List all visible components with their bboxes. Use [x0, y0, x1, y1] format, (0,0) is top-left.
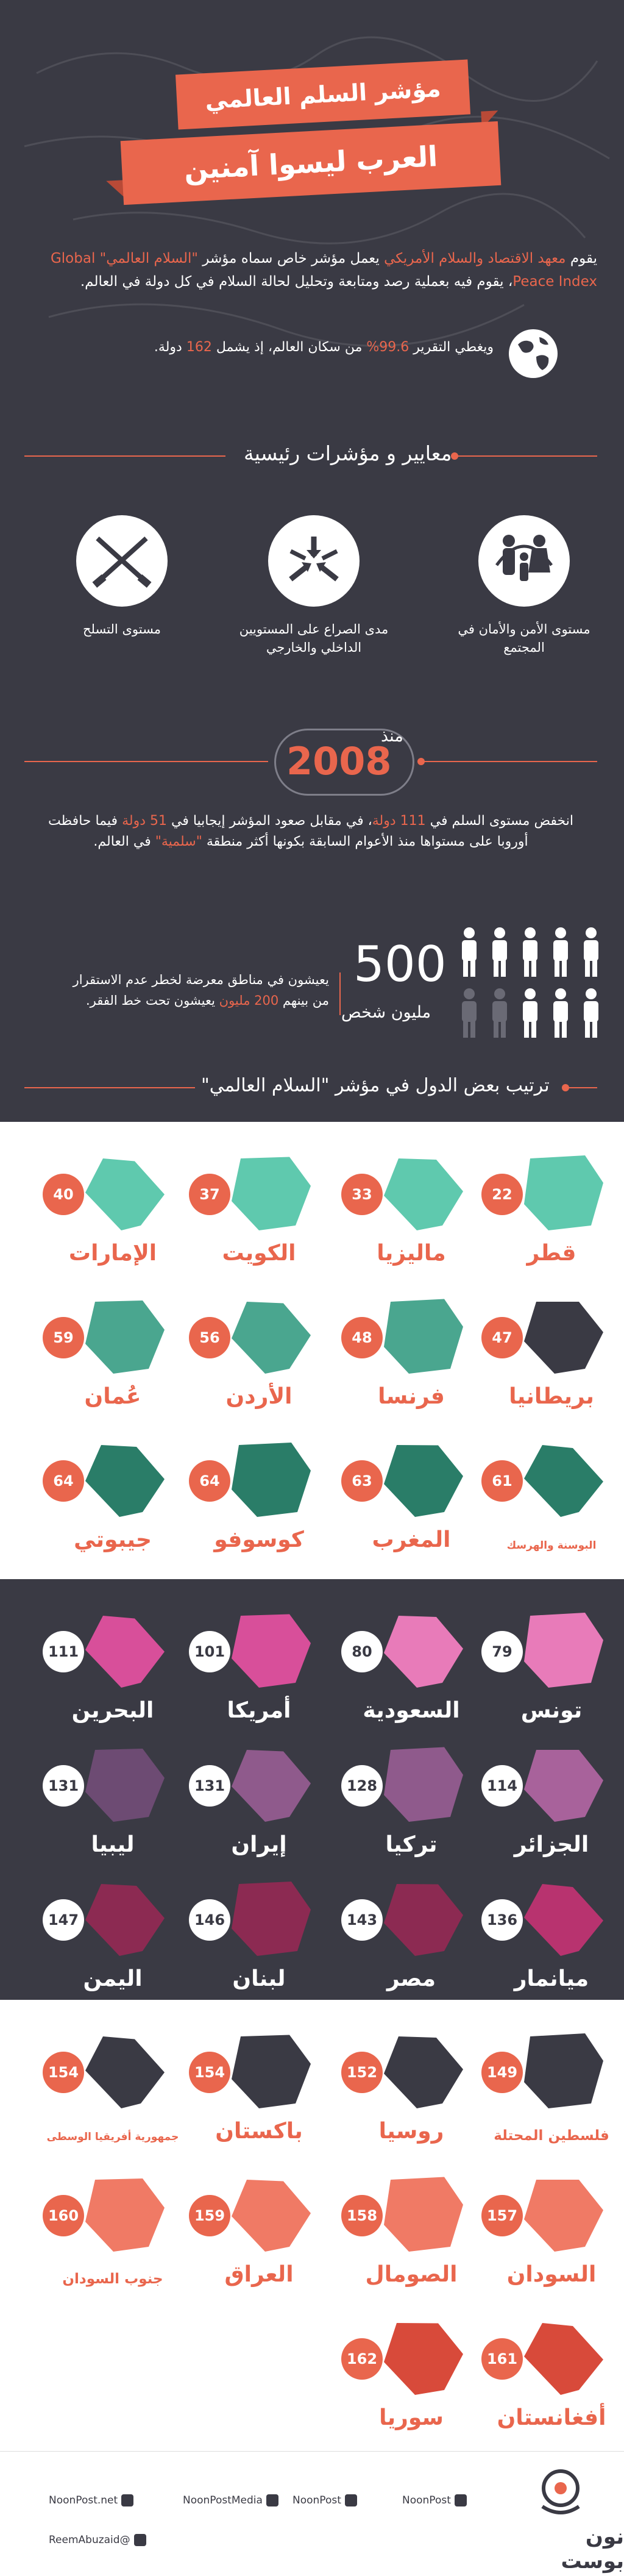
website-url: NoonPost.net: [49, 2494, 118, 2506]
country-card: [43, 1738, 183, 1866]
country-card: [481, 1738, 622, 1866]
country-card: [341, 2167, 481, 2296]
country-name: البوسنة والهرسك: [506, 1540, 597, 1552]
country-card: [189, 2167, 329, 2296]
country-map-shape: [372, 1872, 475, 1963]
rank-badge: 64: [189, 1460, 230, 1502]
country-name: السعودية: [363, 1698, 460, 1723]
since-line-left: [24, 761, 268, 762]
coverage-row: [24, 326, 597, 375]
country-map-shape: [512, 1146, 615, 1238]
since-text: انخفض مستوى السلم في: [425, 813, 573, 829]
country-name: بريطانيا: [509, 1384, 594, 1409]
rank-badge: 101: [189, 1631, 230, 1672]
criteria-card-security: [445, 515, 603, 657]
facebook-link[interactable]: [183, 2494, 278, 2506]
coverage-part: ويغطي التقرير: [409, 340, 494, 355]
rank-badge: 158: [341, 2195, 383, 2236]
rank-badge: 152: [341, 2052, 383, 2093]
country-name: جمهورية أفريقيا الوسطى: [46, 2131, 179, 2143]
since-year: 2008: [286, 739, 392, 783]
author-link[interactable]: [49, 2534, 146, 2546]
country-shape-path: [232, 1750, 311, 1822]
country-shape-path: [85, 1749, 165, 1822]
country-map-shape: [512, 2311, 615, 2402]
rank-badge: 63: [341, 1460, 383, 1502]
country-map-shape: [372, 2167, 475, 2259]
country-name: لبنان: [232, 1966, 286, 1991]
country-shape-path: [384, 2036, 463, 2108]
country-card: [341, 1738, 481, 1866]
country-card: [481, 1146, 622, 1274]
country-name: ميانمار: [514, 1966, 589, 1991]
title-ribbon-2: العرب ليسوا آمنين: [121, 121, 502, 205]
country-shape-path: [85, 1158, 165, 1230]
rank-badge: 131: [189, 1765, 230, 1807]
country-card: [341, 1604, 481, 1732]
criteria-icon-circle: [478, 515, 570, 607]
country-name: إيران: [231, 1832, 287, 1857]
country-map-shape: [372, 1604, 475, 1695]
person-icon: [548, 988, 573, 1039]
country-name: جنوب السودان: [62, 2271, 163, 2287]
since-highlight: 51 دولة: [122, 813, 167, 829]
country-name: البحرين: [71, 1698, 154, 1723]
people-divider: [339, 972, 341, 1015]
country-name: الكويت: [222, 1241, 296, 1266]
country-card: [189, 1604, 329, 1732]
country-map-shape: [512, 1872, 615, 1963]
coverage-highlight: 99.6%: [366, 340, 410, 355]
rank-badge: 114: [481, 1765, 523, 1807]
rank-badge: 136: [481, 1899, 523, 1941]
country-shape-path: [384, 1747, 463, 1822]
criteria-icon-circle: [76, 515, 168, 607]
country-map-shape: [372, 1146, 475, 1238]
country-card: [43, 1604, 183, 1732]
coverage-part: من سكان العالم، إذ يشمل: [211, 340, 367, 355]
country-card: [341, 1872, 481, 2000]
country-shape-path: [85, 2178, 165, 2252]
country-name: الإمارات: [68, 1241, 157, 1266]
country-card: [43, 2167, 183, 2296]
country-map-shape: [219, 1290, 323, 1381]
country-card: [43, 1290, 183, 1418]
country-card: [43, 2024, 183, 2152]
intro-text: ، يقوم فيه بعملية رصد ومتابعة وتحليل لحالة السلام في كل دولة في العالم.: [80, 274, 513, 290]
ranking-line-right: [567, 1087, 597, 1088]
country-name: ليبيا: [91, 1832, 135, 1857]
twitter-icon: [134, 2534, 146, 2546]
country-shape-path: [524, 1302, 603, 1374]
criteria-label: مستوى الأمن والأمان في المجتمع: [458, 622, 590, 655]
country-shape-path: [384, 2323, 463, 2395]
country-map-shape: [512, 1433, 615, 1524]
country-name: الصومال: [365, 2262, 458, 2287]
country-name: العراق: [224, 2262, 294, 2287]
intro-text: يعمل مؤشر خاص سماه مؤشر: [197, 251, 385, 266]
country-name: فلسطين المحتلة: [494, 2128, 609, 2144]
rank-badge: 64: [43, 1460, 84, 1502]
web-icon: [121, 2494, 133, 2506]
country-name: عُمان: [84, 1384, 141, 1409]
rank-badge: 149: [481, 2052, 523, 2093]
rank-badge: 47: [481, 1317, 523, 1358]
country-card: [189, 1738, 329, 1866]
country-shape-path: [85, 1445, 165, 1517]
rank-badge: 22: [481, 1174, 523, 1215]
rank-badge: 157: [481, 2195, 523, 2236]
criteria-line-left: [24, 455, 225, 457]
instagram-handle: NoonPost: [402, 2494, 451, 2506]
country-map-shape: [219, 1433, 323, 1524]
intro-highlight: معهد الاقتصاد والسلام الأمريكي: [384, 251, 566, 266]
people-icons-top: [454, 927, 606, 980]
instagram-link[interactable]: [402, 2494, 467, 2506]
people-unit: مليون شخص: [341, 1003, 431, 1022]
intro-highlight: "السلام العالمي" Global Peace Index: [50, 251, 597, 290]
country-card: [341, 2311, 481, 2439]
country-map-shape: [512, 1290, 615, 1381]
person-icon: [517, 927, 543, 978]
people-text-part: يعيشون في مناطق معرضة لخطر عدم الاستقرار: [73, 972, 329, 987]
country-shape-path: [232, 1443, 311, 1517]
people-text: [37, 969, 329, 1011]
country-card: [481, 1290, 622, 1418]
country-card: [43, 1146, 183, 1274]
person-icon: [456, 988, 482, 1039]
since-highlight: 111 دولة: [372, 813, 426, 829]
facebook-handle: NoonPostMedia: [183, 2494, 263, 2506]
criteria-icon-circle: [268, 515, 360, 607]
country-map-shape: [73, 2024, 177, 2116]
rank-badge: 154: [189, 2052, 230, 2093]
country-shape-path: [524, 1613, 603, 1688]
country-map-shape: [512, 1738, 615, 1829]
country-card: [189, 1290, 329, 1418]
country-shape-path: [524, 2323, 603, 2395]
country-name: الأردن: [225, 1384, 292, 1409]
country-name: الجزائر: [514, 1832, 589, 1857]
person-icon: [578, 927, 604, 978]
country-name: أمريكا: [227, 1698, 291, 1723]
country-map-shape: [219, 2167, 323, 2259]
ranking-section-peaceful: [0, 1122, 624, 1579]
country-card: [481, 1604, 622, 1732]
country-shape-path: [85, 1300, 165, 1374]
country-name: اليمن: [83, 1966, 143, 1991]
rank-badge: 111: [43, 1631, 84, 1672]
crossed-rifles-icon: [88, 527, 155, 594]
rank-badge: 146: [189, 1899, 230, 1941]
rank-badge: 59: [43, 1317, 84, 1358]
country-name: باكستان: [215, 2119, 303, 2144]
twitter-handle: NoonPost: [292, 2494, 341, 2506]
country-name: المغرب: [372, 1527, 451, 1552]
country-card: [189, 1146, 329, 1274]
country-shape-path: [85, 1884, 165, 1956]
country-map-shape: [512, 1604, 615, 1695]
rank-badge: 154: [43, 2052, 84, 2093]
intro-text: يقوم: [566, 251, 597, 266]
rank-badge: 160: [43, 2195, 84, 2236]
since-label: منذ: [381, 727, 403, 746]
coverage-highlight: 162: [186, 340, 212, 355]
criteria-card-arms: [43, 515, 201, 638]
country-map-shape: [73, 1146, 177, 1238]
criteria-line: [457, 455, 597, 457]
country-map-shape: [73, 1433, 177, 1524]
since-text: ، في مقابل صعود المؤشر إيجابيا في: [167, 813, 372, 829]
noonpost-logo-text: نون بوست: [561, 2525, 624, 2574]
country-map-shape: [219, 1604, 323, 1695]
country-shape-path: [524, 2180, 603, 2252]
country-card: [481, 2311, 622, 2439]
country-name: تركيا: [385, 1832, 438, 1857]
ranking-section-medium: [0, 1579, 624, 2000]
country-card: [43, 1433, 183, 1561]
rank-badge: 79: [481, 1631, 523, 1672]
country-card: [341, 1290, 481, 1418]
rank-badge: 37: [189, 1174, 230, 1215]
country-shape-path: [232, 2180, 311, 2252]
since-line-right: [420, 761, 597, 762]
rank-badge: 159: [189, 2195, 230, 2236]
person-icon: [487, 927, 512, 978]
country-card: [341, 2024, 481, 2152]
country-shape-path: [384, 1299, 463, 1374]
country-name: فرنسا: [378, 1384, 445, 1409]
person-icon: [548, 927, 573, 978]
country-card: [341, 1146, 481, 1274]
country-map-shape: [512, 2024, 615, 2116]
country-map-shape: [73, 1604, 177, 1695]
author-handle: @ReemAbuzaid: [49, 2534, 130, 2546]
ranking-line-left: [24, 1087, 195, 1088]
country-card: [481, 2167, 622, 2296]
criteria-title: معايير و مؤشرات رئيسية: [244, 441, 452, 465]
country-map-shape: [73, 1290, 177, 1381]
country-card: [481, 1872, 622, 2000]
country-name: أفغانستان: [497, 2405, 606, 2430]
intro-paragraph: [24, 247, 597, 293]
since-highlight: "سلمية": [155, 834, 202, 849]
country-shape-path: [384, 2177, 463, 2252]
country-card: [189, 1433, 329, 1561]
rank-badge: 40: [43, 1174, 84, 1215]
country-shape-path: [524, 1155, 603, 1230]
criteria-label: مستوى التسلح: [82, 622, 161, 637]
twitter-link[interactable]: [292, 2494, 357, 2506]
people-icons-bottom: [454, 988, 606, 1041]
country-name: روسيا: [378, 2119, 444, 2144]
noonpost-logo-icon: [524, 2464, 597, 2519]
country-map-shape: [73, 2167, 177, 2259]
rank-badge: 128: [341, 1765, 383, 1807]
country-name: مصر: [386, 1966, 436, 1991]
country-shape-path: [85, 1616, 165, 1688]
conflict-arrows-icon: [283, 530, 344, 591]
since-dot: [417, 758, 425, 765]
rank-badge: 161: [481, 2338, 523, 2380]
country-map-shape: [512, 2167, 615, 2259]
country-card: [481, 1433, 622, 1561]
country-map-shape: [219, 1146, 323, 1238]
country-card: [43, 1872, 183, 2000]
country-shape-path: [524, 1884, 603, 1956]
country-map-shape: [73, 1872, 177, 1963]
country-name: قطر: [526, 1241, 576, 1266]
title-ribbon-1: مؤشر السلم العالمي: [176, 60, 470, 130]
country-shape-path: [232, 1302, 311, 1374]
country-map-shape: [372, 2024, 475, 2116]
footer: [0, 2451, 624, 2576]
country-shape-path: [524, 1750, 603, 1822]
country-card: [189, 1872, 329, 2000]
country-name: جيبوتي: [74, 1527, 152, 1552]
people-highlight: 200 مليون: [219, 993, 279, 1008]
country-name: سوريا: [379, 2405, 444, 2430]
ranking-section-least-peaceful: [0, 2000, 624, 2451]
criteria-card-conflict: [235, 515, 393, 657]
country-map-shape: [372, 1433, 475, 1524]
person-icon: [578, 988, 604, 1039]
twitter-icon: [345, 2494, 357, 2506]
country-map-shape: [219, 2024, 323, 2116]
country-shape-path: [524, 1445, 603, 1517]
country-shape-path: [384, 1616, 463, 1688]
country-shape-path: [384, 1158, 463, 1230]
country-map-shape: [372, 2311, 475, 2402]
country-shape-path: [85, 2036, 165, 2108]
country-shape-path: [232, 2035, 311, 2109]
country-card: [189, 2024, 329, 2152]
country-card: [481, 2024, 622, 2152]
since-paragraph: [37, 811, 585, 852]
person-icon: [456, 927, 482, 978]
family-icon: [491, 527, 558, 594]
people-text-part: من بينهم: [278, 993, 329, 1008]
country-map-shape: [372, 1738, 475, 1829]
criteria-label: مدى الصراع على المستويين الداخلي والخارجي: [239, 622, 389, 655]
globe-icon: [506, 326, 561, 381]
rank-badge: 56: [189, 1317, 230, 1358]
ranking-title: ترتيب بعض الدول في مؤشر "السلام العالمي": [201, 1075, 550, 1096]
country-shape-path: [232, 1614, 311, 1688]
rank-badge: 48: [341, 1317, 383, 1358]
coverage-part: دولة.: [154, 340, 186, 355]
country-name: السودان: [506, 2262, 597, 2287]
country-shape-path: [384, 1884, 463, 1956]
country-shape-path: [524, 2033, 603, 2108]
country-map-shape: [219, 1872, 323, 1963]
instagram-icon: [455, 2494, 467, 2506]
intro-section: [0, 0, 624, 1122]
country-shape-path: [232, 1882, 311, 1956]
ranking-dot: [562, 1084, 569, 1091]
coverage-text: [154, 340, 494, 355]
rank-badge: 61: [481, 1460, 523, 1502]
people-number: 500: [353, 936, 447, 993]
rank-badge: 80: [341, 1631, 383, 1672]
rank-badge: 143: [341, 1899, 383, 1941]
facebook-icon: [266, 2494, 278, 2506]
rank-badge: 162: [341, 2338, 383, 2380]
country-name: تونس: [520, 1698, 583, 1723]
country-map-shape: [372, 1290, 475, 1381]
person-icon: [487, 988, 512, 1039]
since-text: في العالم.: [93, 834, 155, 849]
website-link[interactable]: [49, 2494, 133, 2506]
rank-badge: 131: [43, 1765, 84, 1807]
country-name: ماليزيا: [377, 1241, 446, 1266]
rank-badge: 147: [43, 1899, 84, 1941]
rank-badge: 33: [341, 1174, 383, 1215]
country-shape-path: [232, 1157, 311, 1231]
people-text-part: يعيشون تحت خط الفقر.: [85, 993, 219, 1008]
person-icon: [517, 988, 543, 1039]
country-card: [341, 1433, 481, 1561]
country-map-shape: [73, 1738, 177, 1829]
since-text: فيما حافظت أوروبا على مستواها منذ الأعوام السابقة بكونها أكثر منطقة: [48, 813, 528, 849]
country-name: كوسوفو: [214, 1527, 304, 1552]
country-shape-path: [384, 1445, 463, 1517]
country-map-shape: [219, 1738, 323, 1829]
